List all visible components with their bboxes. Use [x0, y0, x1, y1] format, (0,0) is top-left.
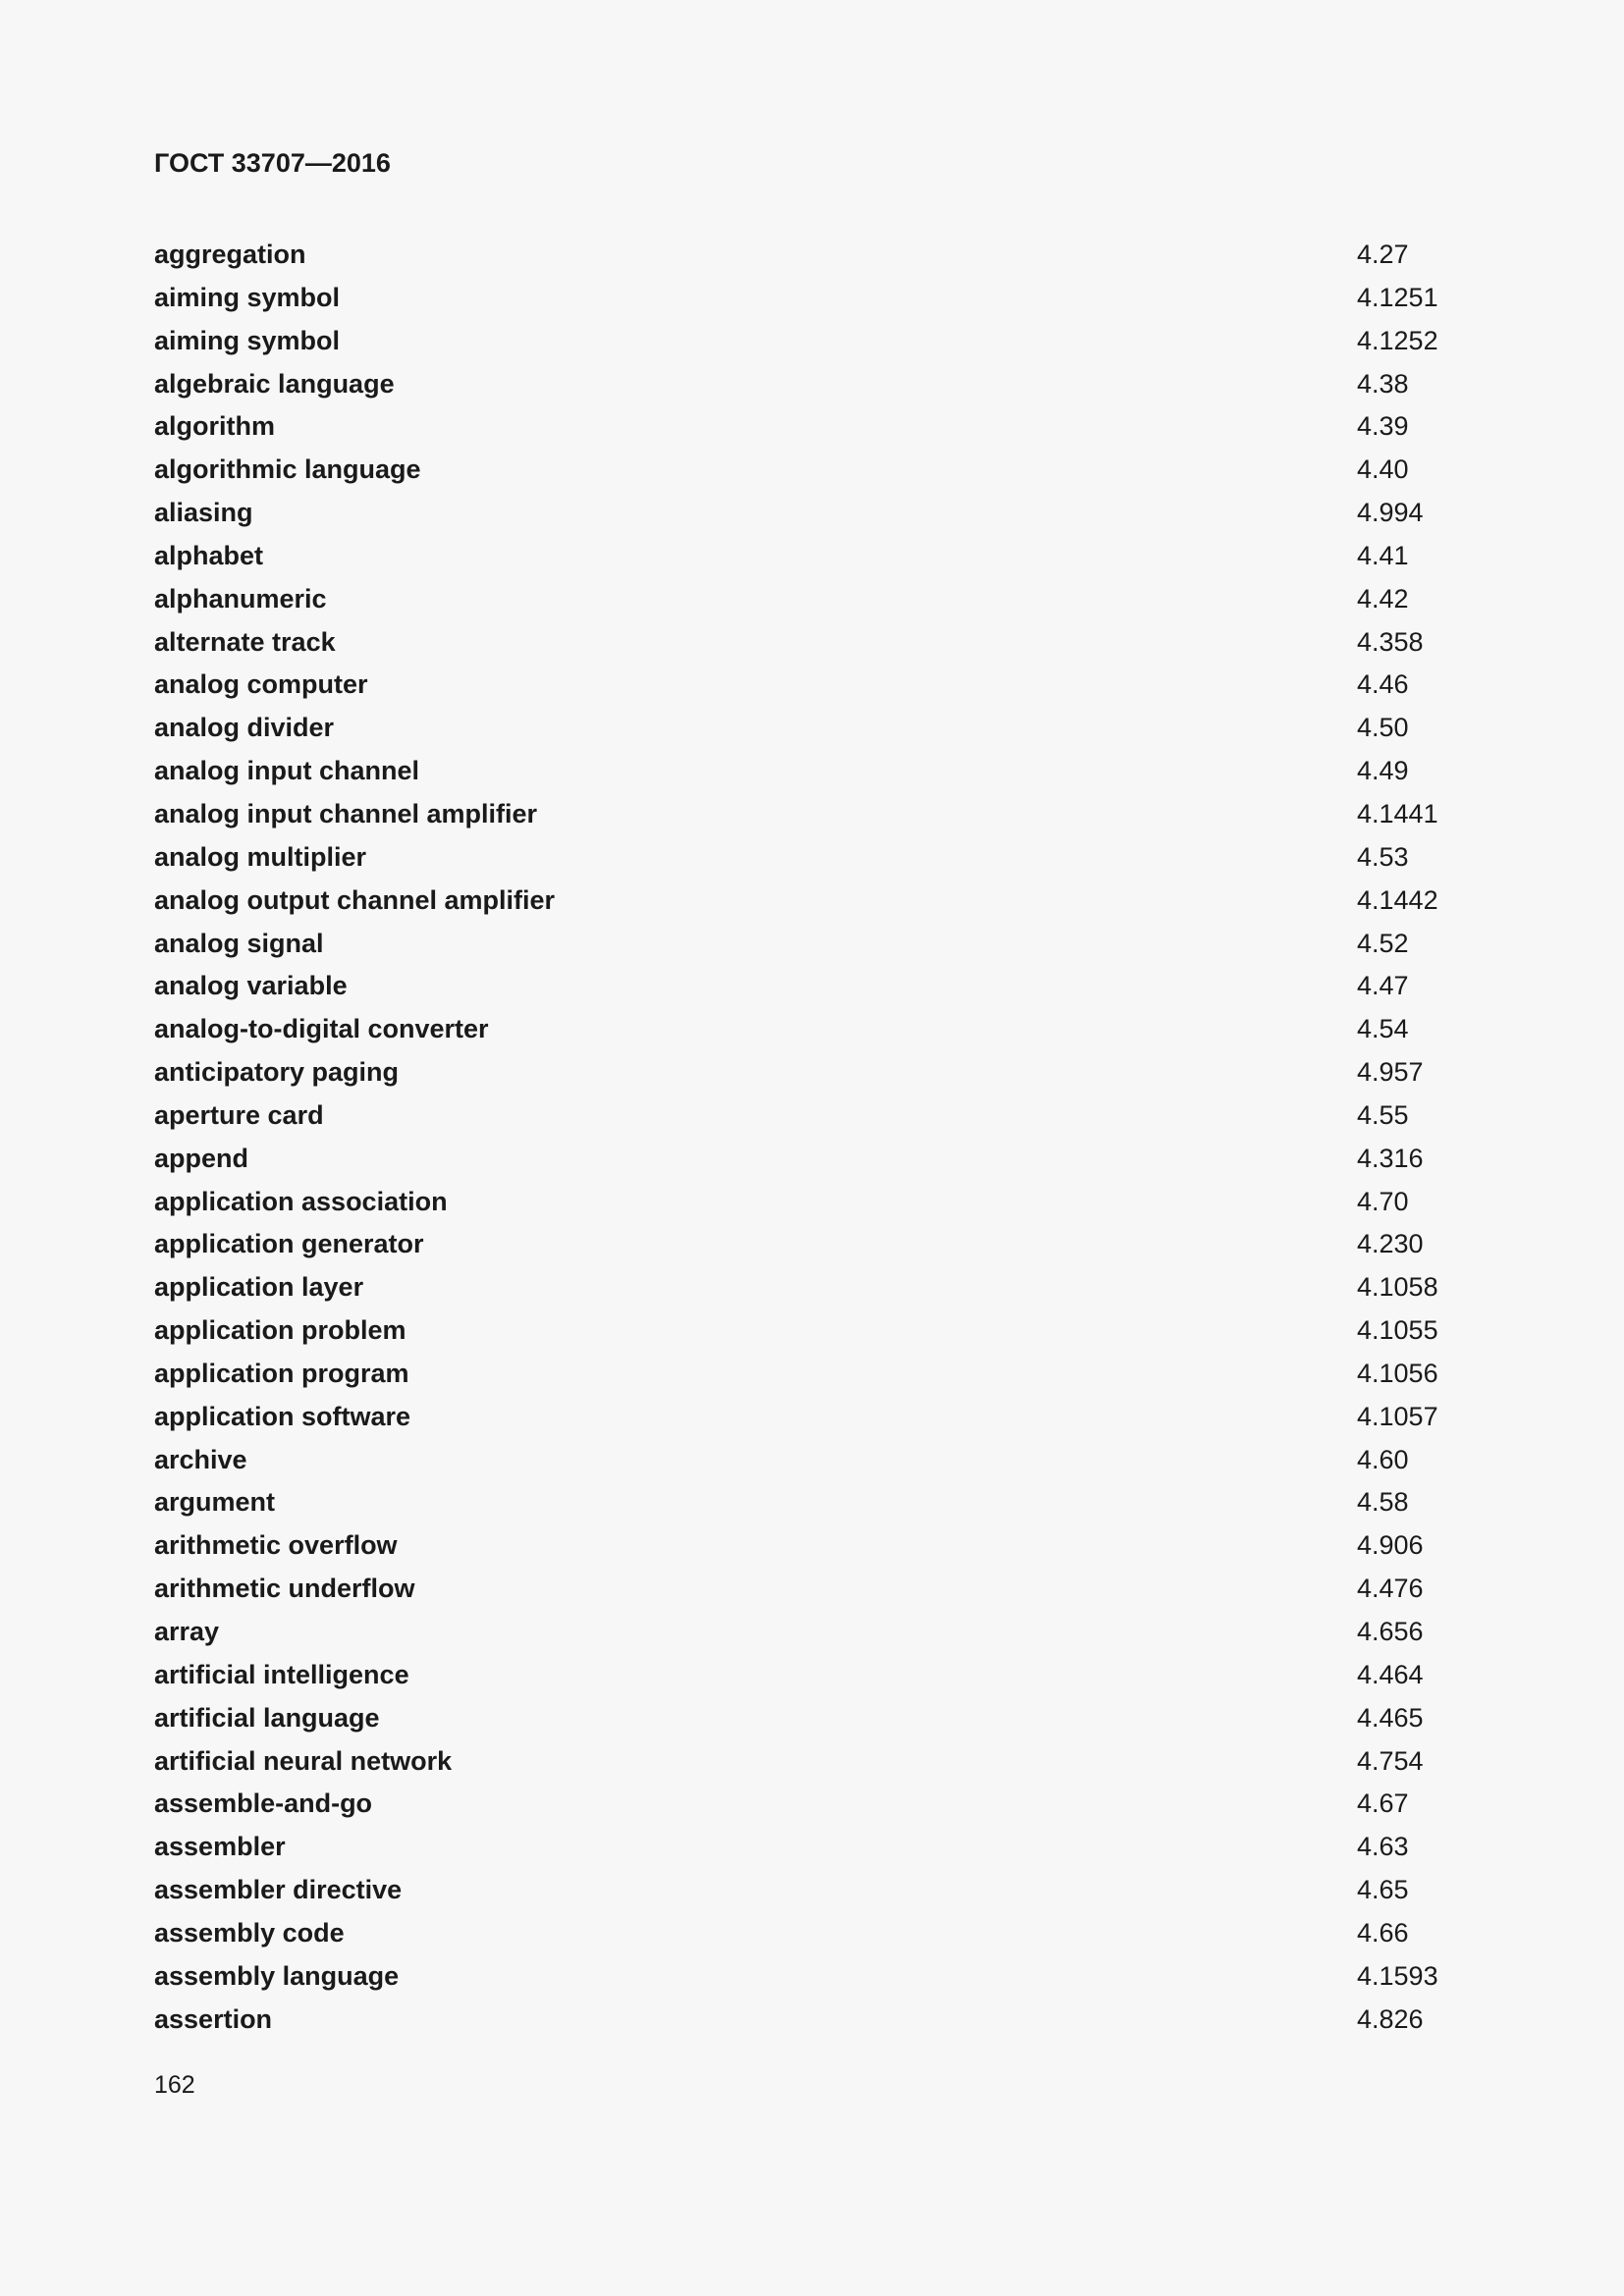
- entry-term: application generator: [154, 1229, 424, 1259]
- entry-reference: 4.957: [1357, 1057, 1424, 1088]
- entry-reference: 4.754: [1357, 1745, 1424, 1776]
- index-entry: [154, 492, 1470, 535]
- entry-term: archive: [154, 1444, 247, 1474]
- entry-reference: 4.358: [1357, 626, 1424, 657]
- index-entry: [154, 449, 1470, 492]
- entry-reference: 4.52: [1357, 928, 1409, 958]
- entry-term: analog multiplier: [154, 841, 367, 872]
- entry-term: analog computer: [154, 669, 368, 700]
- entry-reference: 4.63: [1357, 1832, 1409, 1862]
- entry-term: alternate track: [154, 626, 336, 657]
- index-entry: [154, 320, 1470, 363]
- index-entry: [154, 234, 1470, 277]
- entry-reference: 4.465: [1357, 1702, 1424, 1733]
- entry-term: artificial neural network: [154, 1745, 453, 1776]
- entry-term: alphabet: [154, 540, 264, 570]
- entry-reference: 4.1251: [1357, 282, 1438, 312]
- entry-term: analog variable: [154, 971, 348, 1001]
- entry-reference: 4.826: [1357, 2003, 1424, 2034]
- index-entry: [154, 750, 1470, 793]
- index-entry: [154, 707, 1470, 750]
- index-entry: [154, 1869, 1470, 1912]
- entry-reference: 4.70: [1357, 1186, 1409, 1216]
- index-entry: [154, 1912, 1470, 1955]
- index-entry: [154, 1481, 1470, 1524]
- entry-term: application software: [154, 1401, 411, 1431]
- entry-reference: 4.1441: [1357, 798, 1438, 828]
- entry-reference: 4.1057: [1357, 1401, 1438, 1431]
- entry-reference: 4.53: [1357, 841, 1409, 872]
- entry-term: artificial language: [154, 1702, 380, 1733]
- entry-reference: 4.316: [1357, 1143, 1424, 1173]
- entry-term: analog input channel amplifier: [154, 798, 538, 828]
- index-entry: [154, 405, 1470, 449]
- entry-term: aggregation: [154, 240, 306, 269]
- page-number: 162: [154, 2071, 195, 2099]
- entry-term: assembly language: [154, 1960, 400, 1991]
- entry-reference: 4.38: [1357, 368, 1409, 399]
- entry-term: algorithmic language: [154, 454, 421, 485]
- index-entry: [154, 1611, 1470, 1654]
- entry-reference: 4.55: [1357, 1099, 1409, 1130]
- index-entry: [154, 1051, 1470, 1095]
- entry-reference: 4.230: [1357, 1229, 1424, 1259]
- entry-term: arithmetic underflow: [154, 1574, 415, 1604]
- entry-term: algorithm: [154, 411, 276, 442]
- index-entry: [154, 1524, 1470, 1568]
- index-entry: [154, 664, 1470, 707]
- entry-reference: 4.994: [1357, 498, 1424, 528]
- entry-term: artificial intelligence: [154, 1659, 409, 1689]
- entry-reference: 4.1593: [1357, 1960, 1438, 1991]
- index-entry: [154, 1353, 1470, 1396]
- entry-term: analog input channel: [154, 756, 420, 786]
- index-entry: [154, 1999, 1470, 2042]
- entry-reference: 4.54: [1357, 1014, 1409, 1044]
- index-entry: [154, 1654, 1470, 1697]
- entry-term: analog-to-digital converter: [154, 1014, 489, 1044]
- entry-reference: 4.39: [1357, 411, 1409, 442]
- entry-reference: 4.42: [1357, 583, 1409, 614]
- entry-term: application association: [154, 1186, 448, 1216]
- index-entry: [154, 1568, 1470, 1611]
- entry-reference: 4.49: [1357, 756, 1409, 786]
- index-entry: [154, 363, 1470, 406]
- index-entry: [154, 793, 1470, 836]
- entry-reference: 4.1056: [1357, 1358, 1438, 1388]
- index-entry: [154, 1955, 1470, 1999]
- index-entry: [154, 1439, 1470, 1482]
- index-entry: [154, 277, 1470, 320]
- entry-reference: 4.476: [1357, 1574, 1424, 1604]
- entry-term: argument: [154, 1487, 276, 1518]
- entry-reference: 4.58: [1357, 1487, 1409, 1518]
- index-entry: [154, 1309, 1470, 1353]
- index-entry: [154, 578, 1470, 621]
- entry-reference: 4.40: [1357, 454, 1409, 485]
- entry-reference: 4.60: [1357, 1444, 1409, 1474]
- entry-reference: 4.1442: [1357, 884, 1438, 915]
- entry-reference: 4.50: [1357, 713, 1409, 743]
- entry-term: assembler directive: [154, 1875, 403, 1905]
- index-entry: [154, 1826, 1470, 1869]
- entry-term: assertion: [154, 2003, 273, 2034]
- entry-reference: 4.27: [1357, 240, 1409, 269]
- index-entry: [154, 1697, 1470, 1740]
- index-entry: [154, 880, 1470, 923]
- index-entry: [154, 1396, 1470, 1439]
- entry-term: array: [154, 1617, 220, 1646]
- entry-term: application layer: [154, 1272, 364, 1303]
- index-entry: [154, 836, 1470, 880]
- index-entry: [154, 1266, 1470, 1309]
- index-entry: [154, 1783, 1470, 1826]
- entry-reference: 4.656: [1357, 1617, 1424, 1646]
- entry-term: append: [154, 1143, 249, 1173]
- entry-reference: 4.1055: [1357, 1315, 1438, 1346]
- entry-term: anticipatory paging: [154, 1057, 400, 1088]
- index-entry: [154, 1181, 1470, 1224]
- index-entry: [154, 965, 1470, 1008]
- entry-reference: 4.41: [1357, 540, 1409, 570]
- index-entry: [154, 1138, 1470, 1181]
- entry-reference: 4.66: [1357, 1917, 1409, 1948]
- entry-term: application problem: [154, 1315, 406, 1346]
- entry-reference: 4.906: [1357, 1530, 1424, 1561]
- term-index-list: [154, 234, 1470, 2041]
- index-entry: [154, 1008, 1470, 1051]
- index-entry: [154, 923, 1470, 966]
- entry-term: assemble-and-go: [154, 1789, 373, 1819]
- entry-reference: 4.464: [1357, 1659, 1424, 1689]
- entry-reference: 4.65: [1357, 1875, 1409, 1905]
- entry-term: assembler: [154, 1832, 286, 1862]
- entry-reference: 4.1252: [1357, 325, 1438, 355]
- entry-reference: 4.67: [1357, 1789, 1409, 1819]
- entry-term: aiming symbol: [154, 282, 341, 312]
- index-entry: [154, 1740, 1470, 1784]
- entry-term: application program: [154, 1358, 409, 1388]
- entry-term: arithmetic overflow: [154, 1530, 398, 1561]
- entry-term: aperture card: [154, 1099, 324, 1130]
- entry-reference: 4.1058: [1357, 1272, 1438, 1303]
- index-entry: [154, 1223, 1470, 1266]
- entry-reference: 4.46: [1357, 669, 1409, 700]
- entry-term: analog output channel amplifier: [154, 884, 556, 915]
- entry-term: algebraic language: [154, 368, 395, 399]
- index-entry: [154, 1095, 1470, 1138]
- entry-term: aiming symbol: [154, 325, 341, 355]
- index-entry: [154, 535, 1470, 578]
- entry-term: aliasing: [154, 498, 253, 528]
- entry-term: assembly code: [154, 1917, 345, 1948]
- entry-reference: 4.47: [1357, 971, 1409, 1001]
- entry-term: alphanumeric: [154, 583, 327, 614]
- document-header: ГОСТ 33707—2016: [154, 148, 391, 178]
- entry-term: analog divider: [154, 713, 335, 743]
- index-entry: [154, 621, 1470, 665]
- entry-term: analog signal: [154, 928, 324, 958]
